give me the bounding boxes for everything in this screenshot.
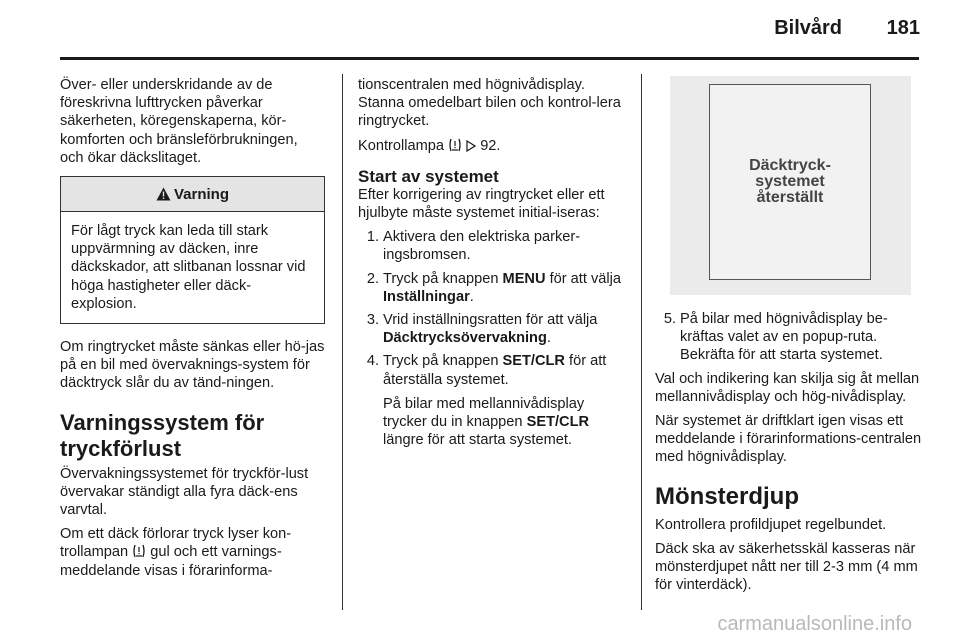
step-text: [383, 352, 630, 453]
display-variation-paragraph: Val och indikering kan skilja sig åt mellan mellannivådisplay och hög-nivådisplay.: [655, 370, 920, 405]
set-clr-button-name: SET/CLR: [502, 353, 565, 370]
set-clr-button-name: SET/CLR: [526, 414, 590, 431]
tread-replace-paragraph: Däck ska av säkerhetsskäl kasseras när mönsterdjupet nått ner till 2-3 mm (4 mm för vinterdäck).: [655, 540, 918, 594]
warning-body: [61, 212, 324, 323]
column-divider: [342, 74, 343, 610]
step-number: 2.: [366, 270, 379, 287]
menu-button-name: MENU: [502, 270, 546, 287]
pressure-paragraph: Om ringtrycket måste sänkas eller hö-jas på en bil med övervaknings-system för däcktryck slår du av tänd-ningen.: [60, 339, 325, 392]
column-3: [655, 76, 925, 600]
step-text-part: På bilar med mellannivådisplay trycker du in knappen: [383, 395, 585, 431]
settings-menu-name: Inställningar: [383, 288, 470, 305]
column-2: [358, 76, 630, 458]
warning-box: [60, 176, 325, 324]
step-text-part: .: [546, 330, 551, 347]
chapter-title: Bilvård: [774, 17, 842, 39]
list-item: [358, 270, 630, 306]
step-text-part: Tryck på knappen: [383, 270, 499, 287]
control-lamp-page-ref: 92.: [480, 137, 501, 154]
tread-check-paragraph: Kontrollera profildjupet regelbundet.: [655, 516, 887, 533]
step-text-part: för att återställa systemet.: [383, 353, 607, 388]
step-number: 4.: [366, 353, 379, 370]
step-text-part: för att välja: [549, 270, 621, 287]
step-text-part: .: [469, 288, 474, 305]
step-number: 1.: [366, 229, 379, 246]
page-number: 181: [886, 17, 920, 39]
step-text: [383, 311, 630, 347]
display-message: [749, 158, 831, 206]
start-intro: Efter korrigering av ringtrycket eller ett hjulbyte måste systemet initial-iseras:: [358, 186, 605, 222]
step-text: Aktivera den elektriska parker-ingsbromsen.: [383, 229, 581, 264]
column-1: [60, 76, 325, 586]
step-text: På bilar med högnivådisplay be-kräftas valet av en popup-ruta. Bekräfta för att starta systemet.: [680, 311, 888, 364]
watermark: carmanualsonline.info: [717, 613, 912, 635]
step-text-part: Vrid inställningsratten för att välja: [383, 312, 598, 329]
warning-title: Varning: [173, 185, 229, 203]
warning-header: [61, 177, 324, 212]
list-item: [655, 310, 925, 365]
list-item: [358, 228, 630, 264]
warning-text: För lågt tryck kan leda till stark uppvärmning av däcken, inre däckskador, att slitbanan lossnar vid höga hastigheter eller däck-explosion.: [71, 223, 306, 312]
control-lamp-reference: [358, 137, 630, 155]
steps-list: [358, 228, 630, 453]
step-text-part: längre för att starta systemet.: [383, 432, 572, 449]
display-line: systemet: [755, 173, 825, 190]
lamp-paragraph: [60, 525, 325, 580]
display-screen: [709, 84, 871, 280]
display-line: återställt: [756, 189, 824, 206]
display-illustration: [670, 76, 911, 295]
tpms-menu-name: Däcktrycksövervakning: [383, 330, 547, 347]
step-number: 3.: [366, 312, 379, 329]
tire-pressure-lamp-icon: [132, 544, 146, 558]
tpms-paragraph: Övervakningssystemet för tryckför-lust övervakar ständigt alla fyra däck-ens varvtal.: [60, 465, 309, 519]
display-line: Däcktryck-: [749, 157, 831, 174]
header-rule: [60, 57, 919, 60]
warning-triangle-icon: [156, 187, 171, 201]
control-lamp-label: Kontrollampa: [358, 137, 444, 154]
section-heading-tpms: Varningssystem för tryckförlust: [60, 409, 265, 461]
step-number: 5.: [663, 311, 676, 327]
step-text-part: Tryck på knappen: [383, 353, 499, 370]
steps-list-continued: [655, 310, 925, 365]
list-item: [358, 352, 630, 453]
column-divider: [641, 74, 642, 610]
subheading-start-system: Start av systemet: [358, 166, 499, 186]
page-header: [0, 0, 960, 56]
continued-paragraph: tionscentralen med högnivådisplay. Stanna omedelbart bilen och kontrol-lera ringtrycket.: [358, 77, 621, 130]
step-text: [383, 270, 630, 306]
section-heading-tread-depth: Mönsterdjup: [655, 482, 799, 510]
page-reference-arrow-icon: [466, 140, 476, 152]
lamp-paragraph-start: Om ett däck förlorar tryck lyser kon-trollampan: [60, 526, 292, 561]
list-item: [358, 311, 630, 347]
intro-paragraph: Över- eller underskridande av de föreskrivna lufttrycken påverkar säkerheten, köregenskaperna, kör-komforten och bränsleförbrukningen, och ökar däckslitaget.: [60, 77, 298, 166]
system-ready-paragraph: När systemet är driftklart igen visas ett meddelande i förarinformations-centralen med högnivådisplay.: [655, 413, 922, 466]
lamp-paragraph-end: gul och ett varnings-meddelande visas i förarinforma-: [60, 544, 282, 579]
tire-pressure-lamp-icon: [448, 138, 462, 152]
